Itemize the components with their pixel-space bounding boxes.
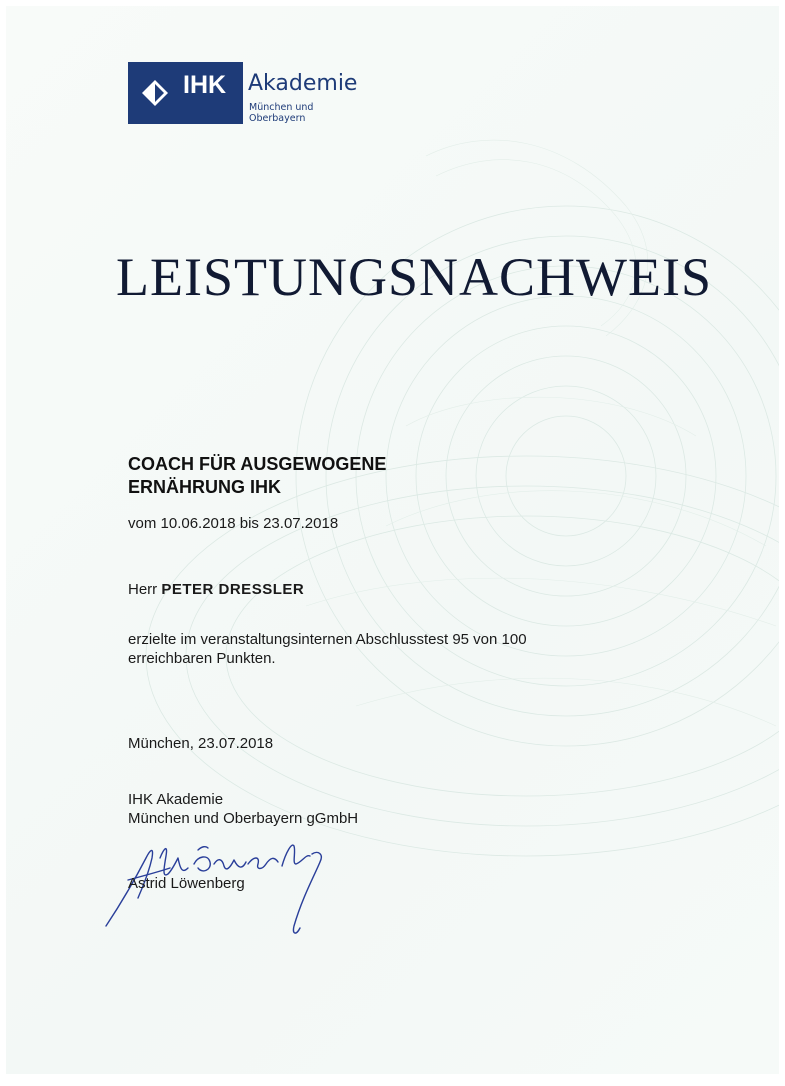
course-name bbox=[128, 453, 386, 499]
certificate-page bbox=[6, 6, 779, 1074]
course-line-2: ERNÄHRUNG IHK bbox=[128, 477, 281, 497]
recipient-name: PETER DRESSLER bbox=[161, 581, 305, 598]
signer-name: Astrid Löwenberg bbox=[128, 875, 245, 892]
diamond-icon bbox=[142, 80, 168, 106]
course-period: vom 10.06.2018 bis 23.07.2018 bbox=[128, 515, 339, 532]
course-line-1: COACH FÜR AUSGEWOGENE bbox=[128, 454, 387, 474]
logo-akademie-text: Akademie bbox=[248, 71, 358, 96]
ihk-akademie-logo bbox=[128, 62, 368, 124]
result-line-2: erreichbaren Punkten. bbox=[128, 650, 276, 667]
recipient-salutation: Herr bbox=[128, 581, 158, 598]
issuer-line-2: München und Oberbayern gGmbH bbox=[128, 810, 359, 827]
recipient bbox=[128, 580, 304, 599]
logo-box bbox=[128, 62, 243, 124]
result-text bbox=[128, 630, 588, 668]
issuer-line-1: IHK Akademie bbox=[128, 791, 224, 808]
logo-ihk-text: IHK bbox=[183, 71, 227, 99]
issuer bbox=[128, 790, 358, 828]
result-line-1: erzielte im veranstaltungsinternen Abschlusstest 95 von 100 bbox=[128, 631, 527, 648]
place-date: München, 23.07.2018 bbox=[128, 735, 274, 752]
logo-subtitle: München und Oberbayern bbox=[249, 102, 314, 124]
document-title: LEISTUNGSNACHWEIS bbox=[116, 247, 712, 307]
